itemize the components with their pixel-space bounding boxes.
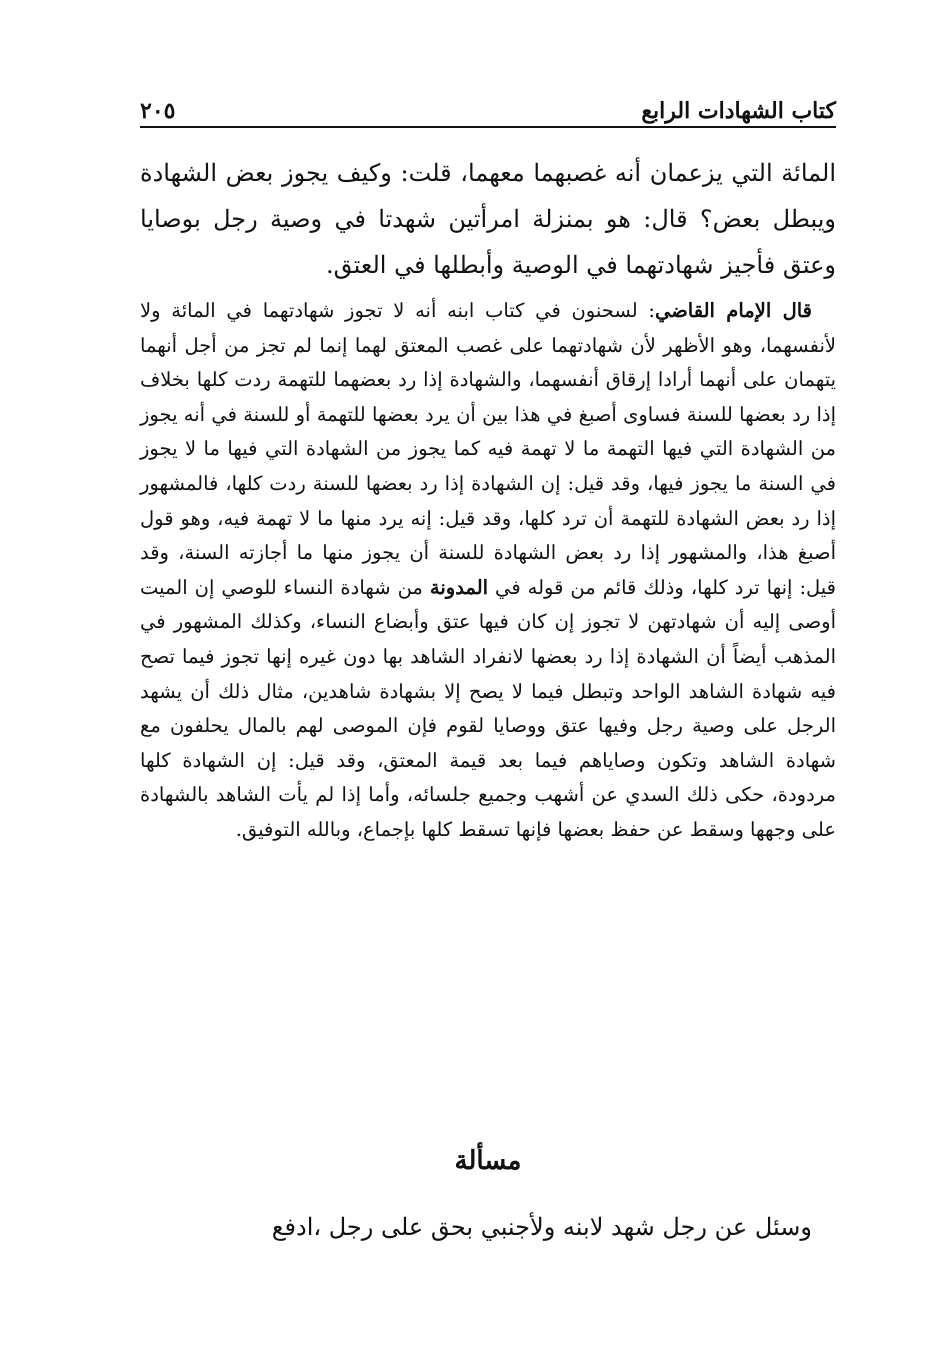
body-text [140,150,836,848]
book-name: المدونة [429,575,489,599]
section-title: مسألة [454,1146,522,1176]
paragraph-text-part2: من شهادة النساء للوصي إن الميت أوصى إليه أن شهادتهن لا تجوز إن كان فيها عتق وأبضاع النساء، وكذلك المشهور في المذهب أيضاً أن الشهادة إذا رد بعضها لانفراد الشاهد بها دون غيره إنها تجوز فيما تصح فيه شهادة الشاهد الواحد وتبطل فيما لا يصح إلا بشهادة شاهدين، مثال ذلك أن يشهد الرجل على وصية رجل وفيها عتق ووصايا لقوم فإن الموصى لهم بالمال يحلفون مع شهادة الشاهد وتكون وصاياهم فيما بعد قيمة المعتق، وقد قيل: إن الشهادة كلها مردودة، حكى ذلك السدي عن أشهب وجميع جلسائه، وأما إذا لم يأت الشاهد بالشهادة على وجهها وسقط عن حفظ بعضها فإنها تسقط كلها بإجماع، وبالله التوفيق. [140,575,836,841]
speaker-name: قال الإمام القاضي [654,299,813,322]
page-number: ٢٠٥ [140,98,176,124]
page-header [140,88,836,124]
lead-paragraph: المائة التي يزعمان أنه غصبهما معهما، قلت: وكيف يجوز بعض الشهادة ويبطل بعض؟ قال: هو بمنزلة امرأتين شهدتا في وصية رجل بوصايا وعتق فأجيز شهادتهما في الوصية وأبطلها في العتق. [140,159,836,279]
main-paragraph [140,294,836,848]
header-rule [140,126,836,128]
section-first-line: وسئل عن رجل شهد لابنه ولأجنبي بحق على رجل ،ادفع [271,1213,812,1241]
running-title: كتاب الشهادات الرابع [641,98,836,124]
paragraph-text-part1: : لسحنون في كتاب ابنه أنه لا تجوز شهادتهما في المائة ولا لأنفسهما، وهو الأظهر لأن شهادتهما على غصب المعتق لهما إنما لم تجز من أجل أنهما يتهمان على أنهما أرادا إرقاق أنفسهما، والشهادة إذا رد بعضهما للتهمة ردت كلها بخلاف إذا رد بعضها للسنة فساوى أصبغ في هذا بين أن يرد بعضها للتهمة أو للسنة في أنه يجوز من الشهادة التي فيها التهمة ما لا تهمة فيه كما يجوز من الشهادة التي فيها ما لا يجوز في السنة ما يجوز فيها، وقد قيل: إن الشهادة إذا رد بعضها للسنة ردت كلها، فالمشهور إذا رد بعض الشهادة للتهمة أن ترد كلها، وقد قيل: إنه يرد منها ما لا تهمة فيه، وهو قول أصبغ هذا، والمشهور إذا رد بعض الشهادة للسنة أن يجوز منها ما أجازته السنة، وقد قيل: إنها ترد كلها، وذلك قائم من قوله في [140,299,836,599]
